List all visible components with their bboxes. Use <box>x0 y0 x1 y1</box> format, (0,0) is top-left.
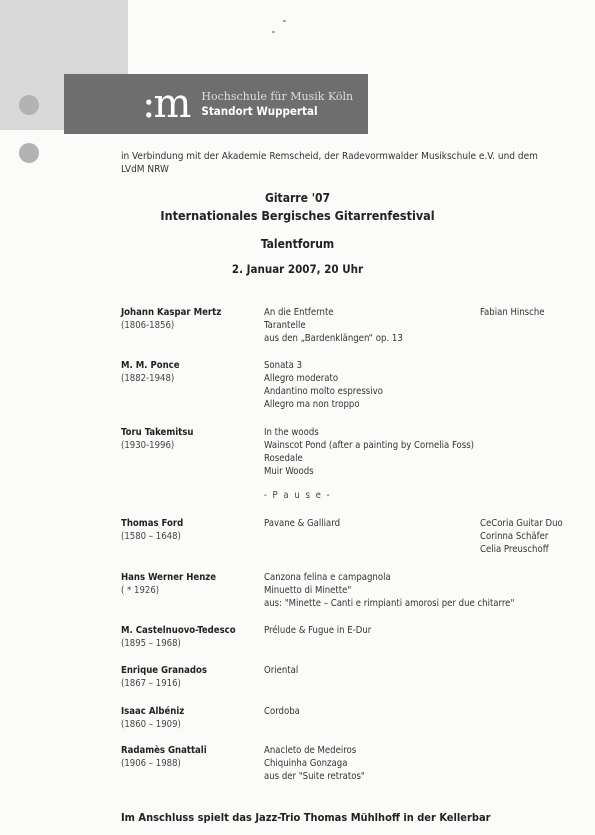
intro-text: in Verbindung mit der Akademie Remscheid, der Radevormwalder Musikschule e.V. und dem LVdM NRW <box>121 151 538 175</box>
composer-dates: ( * 1926) <box>121 585 160 596</box>
decorative-dot-top <box>19 95 39 115</box>
composer-block <box>121 744 261 770</box>
works-list <box>264 571 564 610</box>
performer-name: Fabian Hinsche <box>480 307 545 318</box>
composer-dates: (1895 – 1968) <box>121 638 181 649</box>
work-title: Pavane & Galliard <box>264 518 341 529</box>
composer-dates: (1580 – 1648) <box>121 531 181 542</box>
composer-name: Isaac Albéniz <box>121 706 185 717</box>
work-title: Andantino molto espressivo <box>264 386 383 397</box>
composer-block <box>121 664 261 690</box>
decorative-dot-bottom <box>19 143 39 163</box>
work-title: In the woods <box>264 427 319 438</box>
festival-subtitle: Internationales Bergisches Gitarrenfestival <box>160 208 435 223</box>
work-title: Chiquinha Gonzaga <box>264 758 348 769</box>
composer-dates: (1867 – 1916) <box>121 678 181 689</box>
institution-logo <box>64 74 368 134</box>
composer-block <box>121 359 261 385</box>
performer-name: CeCoria Guitar Duo <box>480 518 563 529</box>
work-title: Sonata 3 <box>264 360 303 371</box>
logo-text <box>201 89 353 119</box>
work-title: Rosedale <box>264 453 303 464</box>
composer-name: M. Castelnuovo-Tedesco <box>121 625 236 636</box>
footer-note: Im Anschluss spielt das Jazz-Trio Thomas Mühlhoff in der Kellerbar <box>121 811 491 824</box>
work-title: Muir Woods <box>264 466 314 477</box>
work-title: aus den „Bardenklängen“ op. 13 <box>264 333 403 344</box>
event-name: Talentforum <box>260 237 335 251</box>
composer-name: Hans Werner Henze <box>121 572 217 583</box>
composer-dates: (1806-1856) <box>121 320 175 331</box>
work-title: Minuetto di Minette" <box>264 585 352 596</box>
works-list <box>264 426 564 478</box>
works-list <box>264 359 564 411</box>
composer-name: M. M. Ponce <box>121 360 180 371</box>
work-title: Anacleto de Medeiros <box>264 745 357 756</box>
works-list <box>264 705 564 718</box>
composer-block <box>121 517 261 543</box>
composer-block <box>121 624 261 650</box>
work-title: aus der "Suite retratos" <box>264 771 365 782</box>
logo-mark: :m <box>142 81 190 127</box>
works-list <box>264 664 564 677</box>
works-list <box>264 744 564 783</box>
composer-name: Radamès Gnattali <box>121 745 207 756</box>
composer-dates: (1882-1948) <box>121 373 175 384</box>
work-title: Tarantelle <box>264 320 306 331</box>
festival-title: Gitarre '07 <box>264 191 331 205</box>
pause-label: - P a u s e - <box>263 490 332 501</box>
composer-name: Johann Kaspar Mertz <box>121 307 222 318</box>
event-date: 2. Januar 2007, 20 Uhr <box>231 262 364 276</box>
composer-block <box>121 426 261 452</box>
composer-block <box>121 306 261 332</box>
composer-dates: (1930-1996) <box>121 440 175 451</box>
work-title: Allegro ma non troppo <box>264 399 360 410</box>
performer-name: Corinna Schäfer <box>480 531 549 542</box>
composer-name: Enrique Granados <box>121 665 207 676</box>
composer-dates: (1860 – 1909) <box>121 719 181 730</box>
composer-block <box>121 571 261 597</box>
paper-speck <box>283 20 286 22</box>
works-list <box>264 624 564 637</box>
work-title: Wainscot Pond (after a painting by Cornelia Foss) <box>264 440 475 451</box>
work-title: An die Entfernte <box>264 307 334 318</box>
work-title: Oriental <box>264 665 299 676</box>
logo-line-1: Hochschule für Musik Köln <box>201 90 354 103</box>
composer-block <box>121 705 261 731</box>
work-title: Cordoba <box>264 706 300 717</box>
performers-list <box>480 517 580 556</box>
composer-name: Toru Takemitsu <box>121 427 194 438</box>
logo-line-2: Standort Wuppertal <box>201 104 318 118</box>
work-title: Canzona felina e campagnola <box>264 572 391 583</box>
performer-name: Celia Preuschoff <box>480 544 549 555</box>
composer-dates: (1906 – 1988) <box>121 758 181 769</box>
work-title: Allegro moderato <box>264 373 339 384</box>
paper-speck <box>272 31 275 33</box>
work-title: Prélude & Fugue in E-Dur <box>264 625 372 636</box>
work-title: aus: "Minette – Canti e rimpianti amorosi per due chitarre" <box>264 598 515 609</box>
composer-name: Thomas Ford <box>121 518 184 529</box>
performers-list <box>480 306 580 319</box>
